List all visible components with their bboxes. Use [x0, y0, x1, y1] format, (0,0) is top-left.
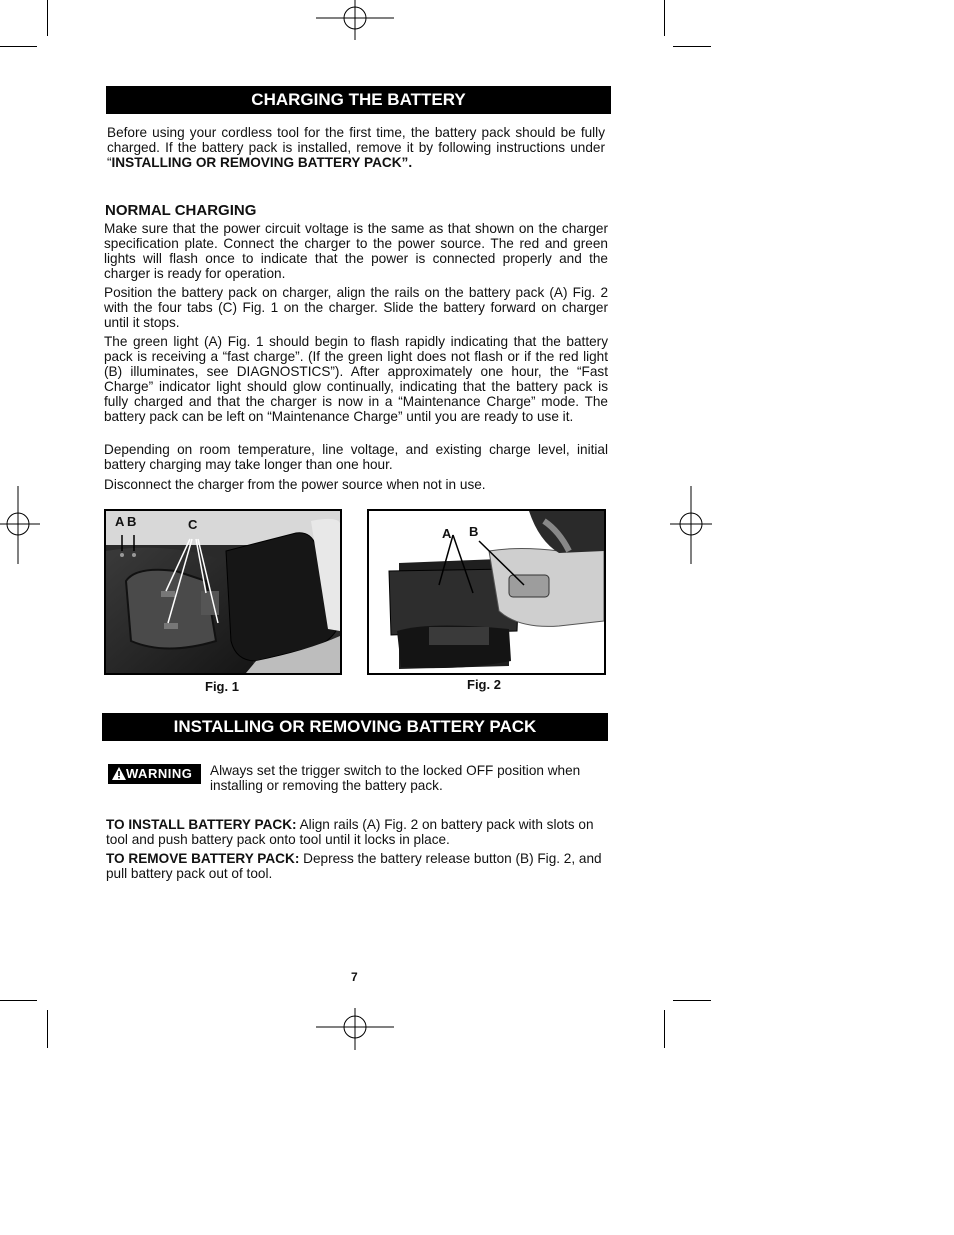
intro-bold-reference: INSTALLING OR REMOVING BATTERY PACK”.: [111, 155, 413, 170]
warning-text: Always set the trigger switch to the locked OFF position when installing or removing the battery pack.: [210, 763, 581, 793]
warning-label: WARNING: [126, 766, 193, 781]
remove-instructions: [106, 851, 610, 881]
fig2-label-b: B: [469, 524, 479, 539]
normal-charging-paragraph-1: Make sure that the power circuit voltage is the same as that shown on the charger specification plate. Connect the charger to the power source. The red and green lights will flash once to indicate that the power is connected properly and the charger is ready for operation.: [104, 221, 608, 281]
battery-pack-illustration: [369, 511, 604, 673]
figure-2-caption: Fig. 2: [467, 677, 501, 692]
figure-2-battery-photo: [367, 509, 606, 675]
remove-text: Depress the battery release button (B) Fig. 2, and pull battery pack out of tool.: [106, 851, 602, 881]
normal-charging-paragraph-2: Position the battery pack on charger, align the rails on the battery pack (A) Fig. 2 with the four tabs (C) Fig. 1 on the charger. Slide the battery forward on charger until it stops.: [104, 285, 608, 330]
section-title-charging: CHARGING THE BATTERY: [106, 86, 611, 114]
registration-mark-icon: [670, 486, 712, 564]
crop-mark: [664, 0, 665, 36]
fig1-label-b: B: [127, 514, 137, 529]
normal-charging-paragraph-5: Disconnect the charger from the power source when not in use.: [104, 477, 486, 492]
install-instructions: [106, 817, 610, 847]
registration-mark-icon: [316, 0, 394, 40]
fig1-label-c: C: [188, 517, 198, 532]
crop-mark: [664, 1010, 665, 1048]
section-title-installing: INSTALLING OR REMOVING BATTERY PACK: [102, 713, 608, 741]
normal-charging-heading: NORMAL CHARGING: [105, 202, 257, 219]
fig1-label-a: A: [115, 514, 125, 529]
crop-mark: [673, 1000, 711, 1001]
crop-mark: [673, 46, 711, 47]
install-text: Align rails (A) Fig. 2 on battery pack with slots on tool and push battery pack onto tool until it locks in place.: [106, 817, 594, 847]
warning-badge: [108, 764, 201, 784]
crop-mark: [0, 46, 37, 47]
normal-charging-paragraph-3: The green light (A) Fig. 1 should begin to flash rapidly indicating that the battery pack is receiving a “fast charge”. (If the green light does not flash or if the red light (B) illuminates, see DIAGNOSTICS”). After approximately one hour, the “Fast Charge” indicator light should glow continually, indicating that the battery pack is fully charged and that the charger is now in a “Maintenance Charge” mode. The battery pack can be left on “Maintenance Charge” until you are ready to use it.: [104, 334, 608, 424]
fig2-label-a: A: [442, 526, 452, 541]
registration-mark-icon: [0, 486, 40, 564]
charger-illustration: [106, 511, 340, 673]
crop-mark: [0, 1000, 37, 1001]
registration-mark-icon: [316, 1008, 394, 1050]
figure-1-charger-photo: [104, 509, 342, 675]
warning-triangle-icon: [112, 767, 126, 780]
crop-mark: [47, 0, 48, 36]
normal-charging-paragraph-4: Depending on room temperature, line voltage, and existing charge level, initial battery charging may take longer than one hour.: [104, 442, 608, 472]
crop-mark: [47, 1010, 48, 1048]
remove-heading: TO REMOVE BATTERY PACK:: [106, 851, 300, 866]
intro-paragraph: [107, 125, 605, 170]
page-number: 7: [351, 970, 358, 984]
intro-text: Before using your cordless tool for the first time, the battery pack should be fully charged. If the battery pack is installed, remove it by following instructions under “: [107, 125, 605, 170]
figure-1-caption: Fig. 1: [205, 679, 239, 694]
install-heading: TO INSTALL BATTERY PACK:: [106, 817, 297, 832]
